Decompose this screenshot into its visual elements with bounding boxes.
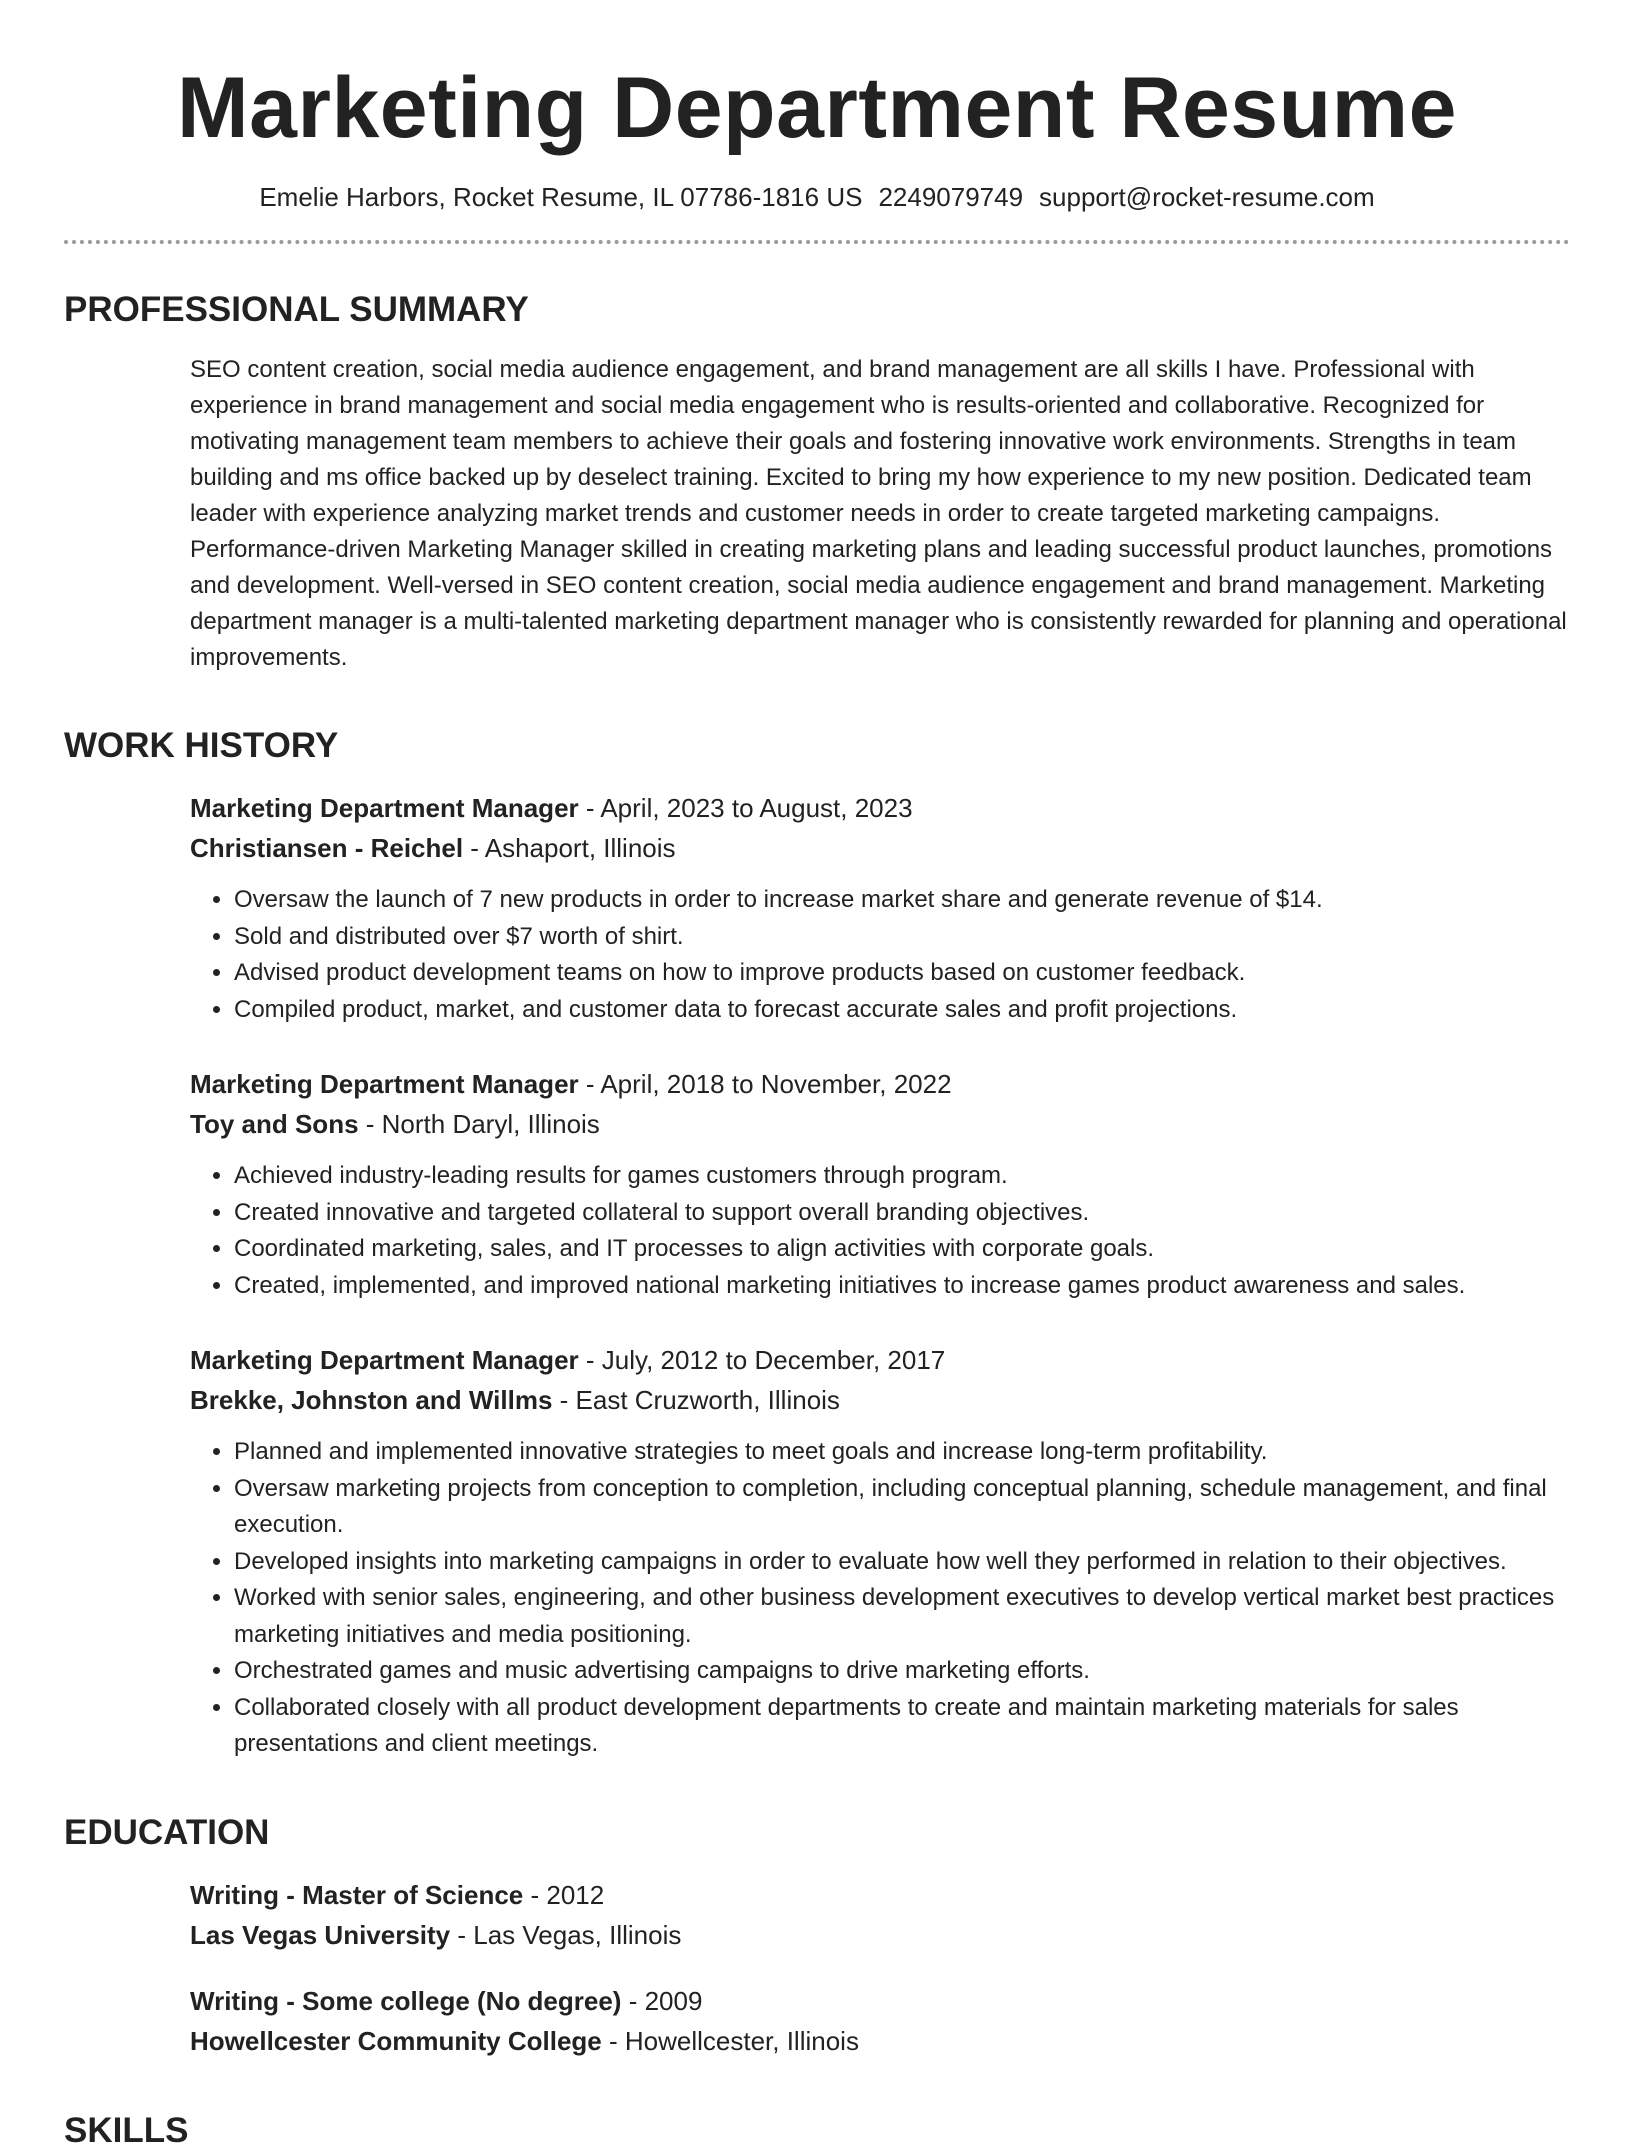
education-location: - Howellcester, Illinois bbox=[601, 2025, 859, 2056]
job-bullet: • Oversaw the launch of 7 new products in order to increase market share and generate revenue of $14. bbox=[234, 882, 1570, 919]
job-entry bbox=[190, 1340, 1570, 1763]
skills-heading: SKILLS bbox=[64, 2110, 189, 2150]
job-bullet: • Developed insights into marketing campaigns in order to evaluate how well they performed in relation to their objectives. bbox=[234, 1544, 1570, 1581]
job-bullet: • Worked with senior sales, engineering, and other business development executives to develop vertical market best practices marketing initiatives and media positioning. bbox=[234, 1580, 1570, 1653]
education-degree: Writing - Master of Science bbox=[190, 1879, 524, 1910]
job-location: - North Daryl, Illinois bbox=[358, 1109, 600, 1139]
education-degree-line bbox=[190, 1981, 1570, 2021]
summary-heading: PROFESSIONAL SUMMARY bbox=[64, 290, 529, 329]
job-company-line bbox=[190, 1380, 1570, 1420]
job-location: - Ashaport, Illinois bbox=[463, 833, 676, 863]
education-entry bbox=[190, 1875, 1570, 1955]
header-divider bbox=[64, 240, 1570, 244]
job-dates: - April, 2018 to November, 2022 bbox=[578, 1069, 952, 1099]
job-title-line bbox=[190, 1064, 1570, 1104]
job-bullet: • Orchestrated games and music advertising campaigns to drive marketing efforts. bbox=[234, 1653, 1570, 1690]
job-title: Marketing Department Manager bbox=[190, 1069, 579, 1099]
work-history-heading: WORK HISTORY bbox=[64, 726, 339, 765]
education-school: Howellcester Community College bbox=[190, 2025, 602, 2056]
education-location: - Las Vegas, Illinois bbox=[450, 1919, 682, 1950]
job-bullet: • Coordinated marketing, sales, and IT processes to align activities with corporate goals. bbox=[234, 1231, 1570, 1268]
job-bullet: • Advised product development teams on how to improve products based on customer feedback. bbox=[234, 955, 1570, 992]
job-bullet: • Oversaw marketing projects from conception to completion, including conceptual planning, schedule management, and final execution. bbox=[234, 1471, 1570, 1544]
job-entry bbox=[190, 1064, 1570, 1304]
job-dates: - July, 2012 to December, 2017 bbox=[578, 1345, 946, 1375]
education-degree-line bbox=[190, 1875, 1570, 1915]
education-school-line bbox=[190, 2021, 1570, 2061]
education-heading: EDUCATION bbox=[64, 1812, 270, 1852]
job-bullet: • Planned and implemented innovative strategies to meet goals and increase long-term profitability. bbox=[234, 1434, 1570, 1471]
job-bullet: • Sold and distributed over $7 worth of shirt. bbox=[234, 919, 1570, 956]
resume-title: Marketing Department Resume bbox=[177, 60, 1457, 156]
job-title: Marketing Department Manager bbox=[190, 1345, 579, 1375]
job-bullet: • Collaborated closely with all product development departments to create and maintain marketing materials for sales presentations and client meetings. bbox=[234, 1690, 1570, 1763]
job-company: Christiansen - Reichel bbox=[190, 833, 464, 863]
education-entry bbox=[190, 1981, 1570, 2061]
job-title-line bbox=[190, 1340, 1570, 1380]
work-history-section bbox=[190, 788, 1570, 1763]
job-dates: - April, 2023 to August, 2023 bbox=[578, 793, 913, 823]
resume-page bbox=[64, 0, 1570, 2153]
summary-text: SEO content creation, social media audience engagement, and brand management are all skills I have. Professional with experience in brand management and social media engagement who is results-oriented and collaborative. Recognized for motivating management team members to achieve their goals and fostering innovative work environments. Strengths in team building and ms office backed up by deselect training. Excited to bring my how experience to my new position. Dedicated team leader with experience analyzing market trends and customer needs in order to create targeted marketing campaigns. Performance-driven Marketing Manager skilled in creating marketing plans and leading successful product launches, promotions and development. Well-versed in SEO content creation, social media audience engagement and brand management. Marketing department manager is a multi-talented marketing department manager who is consistently rewarded for planning and operational improvements. bbox=[190, 356, 1567, 671]
education-section bbox=[190, 1875, 1570, 2061]
job-bullet: • Created innovative and targeted collateral to support overall branding objectives. bbox=[234, 1195, 1570, 1232]
job-bullet: • Created, implemented, and improved national marketing initiatives to increase games product awareness and sales. bbox=[234, 1268, 1570, 1305]
job-location: - East Cruzworth, Illinois bbox=[552, 1385, 840, 1415]
job-bullet: • Compiled product, market, and customer data to forecast accurate sales and profit projections. bbox=[234, 992, 1570, 1029]
contact-address: Emelie Harbors, Rocket Resume, IL 07786-1816 US bbox=[259, 182, 863, 212]
job-bullet: • Achieved industry-leading results for games customers through program. bbox=[234, 1158, 1570, 1195]
job-company-line bbox=[190, 828, 1570, 868]
contact-email: support@rocket-resume.com bbox=[1039, 182, 1375, 212]
job-company: Toy and Sons bbox=[190, 1109, 359, 1139]
job-bullets bbox=[190, 1158, 1570, 1304]
contact-phone: 2249079749 bbox=[878, 182, 1024, 212]
job-entry bbox=[190, 788, 1570, 1028]
contact-line bbox=[64, 180, 1570, 214]
education-year: - 2009 bbox=[621, 1985, 703, 2016]
job-bullets bbox=[190, 1434, 1570, 1763]
education-year: - 2012 bbox=[523, 1879, 605, 1910]
job-company-line bbox=[190, 1104, 1570, 1144]
job-title: Marketing Department Manager bbox=[190, 793, 579, 823]
education-school: Las Vegas University bbox=[190, 1919, 451, 1950]
job-bullets bbox=[190, 882, 1570, 1028]
summary-section bbox=[190, 352, 1570, 676]
job-company: Brekke, Johnston and Willms bbox=[190, 1385, 553, 1415]
education-degree: Writing - Some college (No degree) bbox=[190, 1985, 622, 2016]
job-title-line bbox=[190, 788, 1570, 828]
education-school-line bbox=[190, 1915, 1570, 1955]
